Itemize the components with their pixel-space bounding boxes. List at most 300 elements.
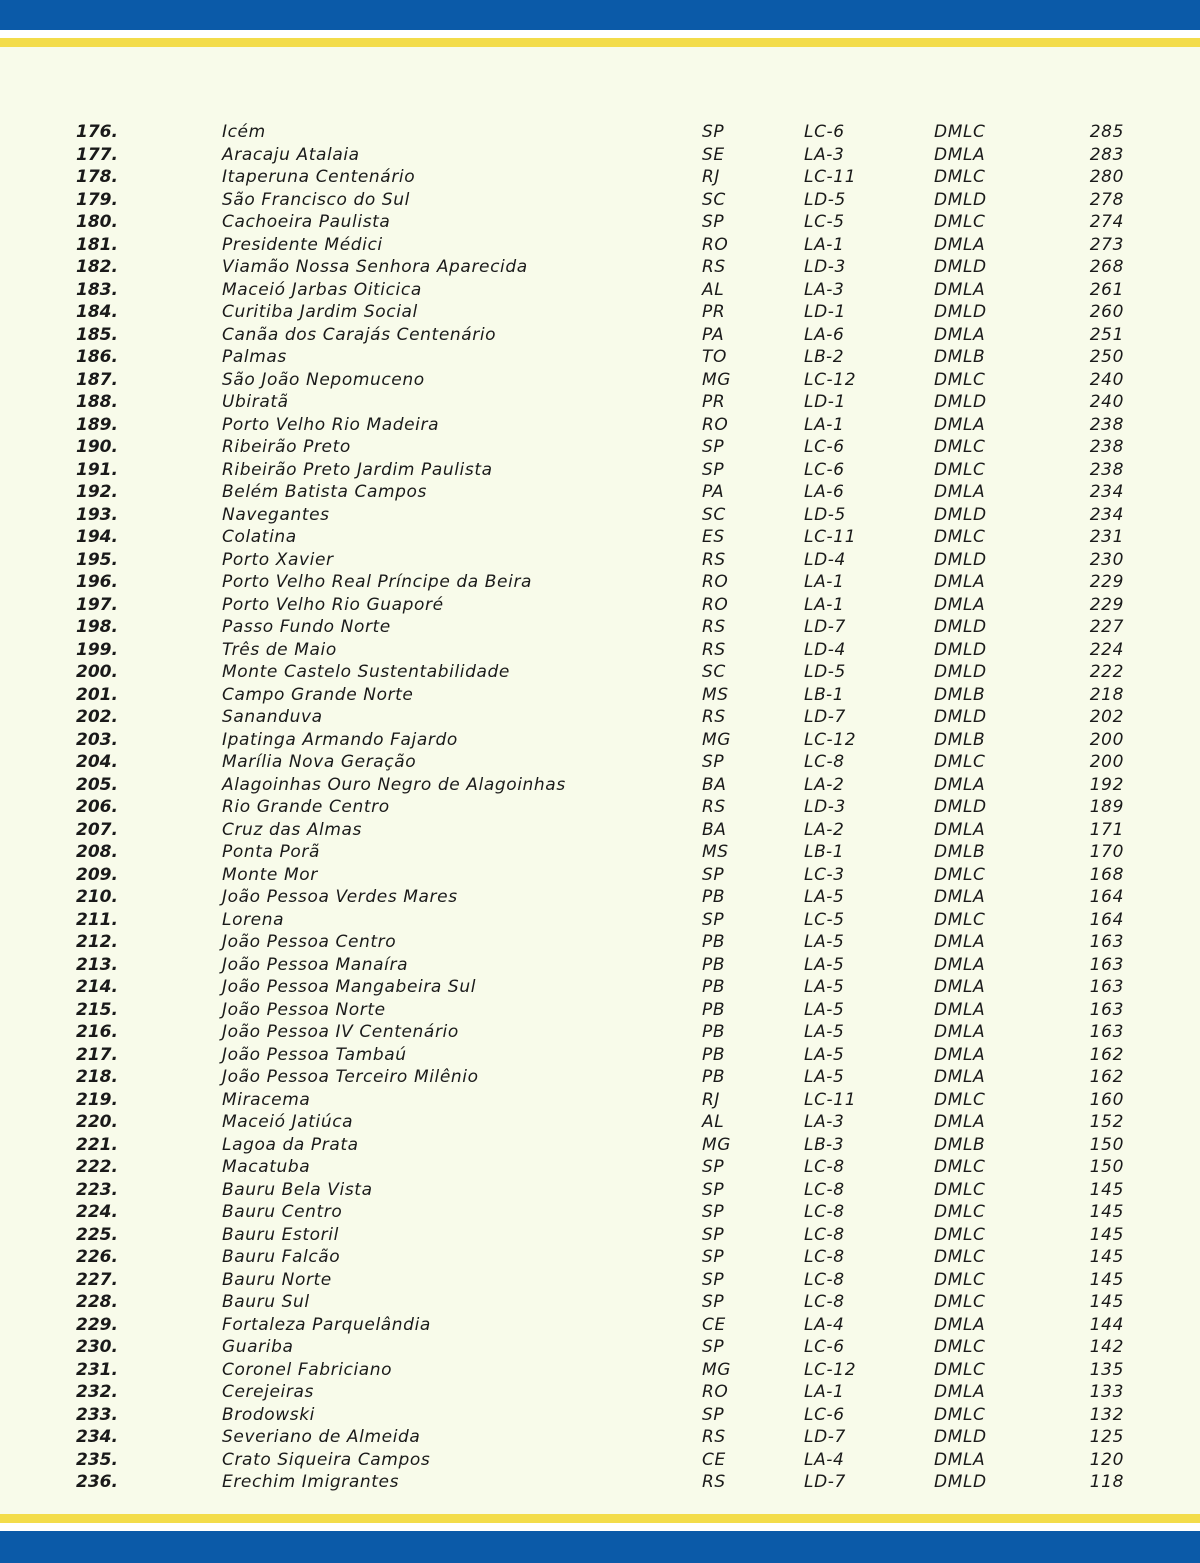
district-code: DMLC: [934, 212, 986, 232]
score-value: 135: [1089, 1359, 1124, 1380]
state-code: MG: [702, 1134, 732, 1155]
region-code: LC-5: [804, 909, 845, 930]
table-row: [0, 706, 1200, 729]
score-value: 273: [1089, 234, 1124, 255]
score-value: 231: [1089, 527, 1124, 547]
score-value: 229: [1089, 572, 1124, 592]
club-name: Monte Castelo Sustentabilidade: [222, 662, 510, 682]
state-code: SP: [702, 437, 725, 457]
district-code: DMLA: [934, 1044, 986, 1065]
club-name: Monte Mor: [222, 864, 318, 885]
district-code: DMLA: [934, 887, 986, 907]
region-code: LB-3: [804, 1134, 845, 1155]
state-code: RJ: [702, 1089, 721, 1110]
district-code: DMLC: [934, 1269, 986, 1290]
score-value: 144: [1089, 1314, 1124, 1335]
state-code: BA: [702, 774, 727, 795]
rank-number: 193.: [76, 504, 118, 525]
region-code: LC-6: [804, 437, 845, 457]
rank-number: 202.: [76, 707, 118, 727]
table-row: [0, 886, 1200, 909]
club-name: Aracaju Atalaia: [222, 144, 360, 165]
score-value: 163: [1089, 954, 1124, 975]
region-code: LC-8: [804, 1202, 845, 1222]
table-row: [0, 1449, 1200, 1472]
state-code: PA: [702, 324, 725, 345]
district-code: DMLD: [934, 707, 987, 727]
district-code: DMLA: [934, 1112, 986, 1132]
score-value: 224: [1089, 639, 1124, 660]
district-code: DMLC: [934, 369, 986, 390]
club-name: Ubiratã: [222, 392, 289, 412]
state-code: CE: [702, 1314, 726, 1335]
district-code: DMLB: [934, 684, 986, 705]
score-value: 120: [1089, 1449, 1124, 1470]
region-code: LC-11: [804, 1089, 857, 1110]
region-code: LA-3: [804, 144, 845, 165]
region-code: LC-11: [804, 527, 857, 547]
table-row: [0, 414, 1200, 437]
district-code: DMLC: [934, 1157, 986, 1177]
rank-number: 224.: [76, 1202, 118, 1222]
rank-number: 188.: [76, 392, 118, 412]
district-code: DMLD: [934, 639, 987, 660]
district-code: DMLA: [934, 279, 986, 300]
district-code: DMLD: [934, 662, 987, 682]
table-row: [0, 1359, 1200, 1382]
state-code: SP: [702, 1179, 725, 1200]
score-value: 202: [1089, 707, 1124, 727]
region-code: LA-1: [804, 414, 845, 435]
rank-number: 179.: [76, 189, 118, 210]
rank-number: 204.: [76, 752, 118, 772]
region-code: LC-8: [804, 1224, 845, 1245]
club-name: Bauru Norte: [222, 1269, 332, 1290]
club-name: Três de Maio: [222, 639, 337, 660]
club-name: Porto Velho Rio Guaporé: [222, 594, 444, 615]
rank-number: 201.: [76, 684, 118, 705]
region-code: LA-5: [804, 1022, 845, 1042]
region-code: LD-7: [804, 707, 846, 727]
score-value: 145: [1089, 1202, 1124, 1222]
state-code: SC: [702, 504, 726, 525]
region-code: LB-1: [804, 842, 845, 862]
district-code: DMLB: [934, 842, 986, 862]
table-row: [0, 481, 1200, 504]
region-code: LC-8: [804, 752, 845, 772]
club-name: Severiano de Almeida: [222, 1427, 421, 1447]
rank-number: 220.: [76, 1112, 118, 1132]
district-code: DMLA: [934, 144, 986, 165]
state-code: SE: [702, 144, 725, 165]
score-value: 238: [1089, 459, 1124, 480]
club-name: Rio Grande Centro: [222, 797, 390, 817]
region-code: LD-4: [804, 549, 846, 570]
state-code: RS: [702, 639, 726, 660]
region-code: LD-3: [804, 257, 846, 277]
club-name: Cachoeira Paulista: [222, 212, 391, 232]
table-row: [0, 999, 1200, 1022]
rank-number: 191.: [76, 459, 118, 480]
rank-number: 217.: [76, 1044, 118, 1065]
region-code: LC-6: [804, 459, 845, 480]
region-code: LA-3: [804, 279, 845, 300]
region-code: LD-7: [804, 617, 846, 637]
rank-number: 189.: [76, 414, 118, 435]
table-row: [0, 301, 1200, 324]
rank-number: 230.: [76, 1337, 118, 1357]
table-row: [0, 774, 1200, 797]
rank-number: 231.: [76, 1359, 118, 1380]
district-code: DMLA: [934, 1314, 986, 1335]
state-code: PB: [702, 932, 726, 952]
district-code: DMLB: [934, 729, 986, 750]
rank-number: 205.: [76, 774, 118, 795]
state-code: RS: [702, 1472, 726, 1492]
table-row: [0, 391, 1200, 414]
club-name: Sananduva: [222, 707, 323, 727]
rank-number: 232.: [76, 1382, 118, 1402]
rank-number: 177.: [76, 144, 118, 165]
club-name: Brodowski: [222, 1404, 315, 1425]
district-code: DMLC: [934, 437, 986, 457]
score-value: 285: [1089, 122, 1124, 142]
club-name: João Pessoa Manaíra: [222, 954, 409, 975]
table-row: [0, 436, 1200, 459]
club-name: Palmas: [222, 347, 287, 367]
rank-number: 233.: [76, 1404, 118, 1425]
club-name: João Pessoa Verdes Mares: [222, 887, 458, 907]
club-name: Lorena: [222, 909, 285, 930]
state-code: PB: [702, 1067, 726, 1087]
rank-number: 221.: [76, 1134, 118, 1155]
table-row: [0, 594, 1200, 617]
club-name: Passo Fundo Norte: [222, 617, 391, 637]
score-value: 164: [1089, 887, 1124, 907]
state-code: MG: [702, 369, 732, 390]
region-code: LC-6: [804, 122, 845, 142]
region-code: LD-1: [804, 302, 846, 322]
score-value: 230: [1089, 549, 1124, 570]
club-name: Ponta Porã: [222, 842, 320, 862]
region-code: LA-1: [804, 1382, 845, 1402]
rank-number: 226.: [76, 1247, 118, 1267]
state-code: SC: [702, 189, 726, 210]
region-code: LA-5: [804, 977, 845, 997]
score-value: 171: [1089, 819, 1124, 840]
district-code: DMLC: [934, 752, 986, 772]
region-code: LA-1: [804, 234, 845, 255]
table-row: [0, 549, 1200, 572]
region-code: LC-12: [804, 729, 857, 750]
rank-number: 223.: [76, 1179, 118, 1200]
region-code: LA-2: [804, 774, 845, 795]
club-name: Macatuba: [222, 1157, 311, 1177]
club-name: Itaperuna Centenário: [222, 167, 416, 187]
top-yellow-stripe: [0, 38, 1200, 47]
score-value: 238: [1089, 414, 1124, 435]
district-code: DMLC: [934, 122, 986, 142]
score-value: 163: [1089, 1022, 1124, 1042]
club-name: Maceió Jarbas Oiticica: [222, 279, 422, 300]
state-code: SP: [702, 1224, 725, 1245]
table-row: [0, 234, 1200, 257]
district-code: DMLC: [934, 1179, 986, 1200]
table-row: [0, 729, 1200, 752]
region-code: LC-8: [804, 1247, 845, 1267]
club-name: Coronel Fabriciano: [222, 1359, 393, 1380]
table-row: [0, 166, 1200, 189]
state-code: SP: [702, 1157, 725, 1177]
state-code: SP: [702, 1202, 725, 1222]
club-name: João Pessoa IV Centenário: [222, 1022, 459, 1042]
club-name: João Pessoa Tambaú: [222, 1044, 407, 1065]
district-code: DMLC: [934, 1202, 986, 1222]
club-name: Fortaleza Parquelândia: [222, 1314, 431, 1335]
region-code: LC-8: [804, 1292, 845, 1312]
district-code: DMLA: [934, 234, 986, 255]
rank-number: 214.: [76, 977, 118, 997]
district-code: DMLC: [934, 864, 986, 885]
state-code: RS: [702, 617, 726, 637]
rank-number: 234.: [76, 1427, 118, 1447]
club-name: Miracema: [222, 1089, 311, 1110]
club-name: Bauru Bela Vista: [222, 1179, 373, 1200]
rank-number: 187.: [76, 369, 118, 390]
bottom-yellow-stripe: [0, 1514, 1200, 1523]
state-code: CE: [702, 1449, 726, 1470]
club-name: Erechim Imigrantes: [222, 1472, 400, 1492]
score-value: 145: [1089, 1269, 1124, 1290]
club-name: Alagoinhas Ouro Negro de Alagoinhas: [222, 774, 566, 795]
state-code: BA: [702, 819, 727, 840]
score-value: 200: [1089, 729, 1124, 750]
table-row: [0, 279, 1200, 302]
district-code: DMLD: [934, 392, 987, 412]
rank-number: 178.: [76, 167, 118, 187]
rank-number: 218.: [76, 1067, 118, 1087]
district-code: DMLD: [934, 302, 987, 322]
rank-number: 181.: [76, 234, 118, 255]
rank-number: 227.: [76, 1269, 118, 1290]
rank-number: 236.: [76, 1472, 118, 1492]
district-code: DMLA: [934, 774, 986, 795]
club-name: Ribeirão Preto Jardim Paulista: [222, 459, 493, 480]
score-value: 152: [1089, 1112, 1124, 1132]
table-row: [0, 819, 1200, 842]
state-code: RS: [702, 257, 726, 277]
club-name: Cruz das Almas: [222, 819, 363, 840]
region-code: LC-8: [804, 1269, 845, 1290]
table-row: [0, 909, 1200, 932]
state-code: SP: [702, 752, 725, 772]
table-row: [0, 1111, 1200, 1134]
district-code: DMLC: [934, 909, 986, 930]
club-name: Marília Nova Geração: [222, 752, 417, 772]
score-value: 261: [1089, 279, 1124, 300]
score-value: 234: [1089, 504, 1124, 525]
table-row: [0, 324, 1200, 347]
state-code: SP: [702, 1247, 725, 1267]
state-code: SP: [702, 122, 725, 142]
district-code: DMLC: [934, 167, 986, 187]
rank-number: 208.: [76, 842, 118, 862]
district-code: DMLB: [934, 347, 986, 367]
score-value: 222: [1089, 662, 1124, 682]
district-code: DMLA: [934, 977, 986, 997]
club-name: Canãa dos Carajás Centenário: [222, 324, 497, 345]
score-value: 240: [1089, 369, 1124, 390]
rank-number: 192.: [76, 482, 118, 502]
state-code: RO: [702, 594, 729, 615]
rank-number: 197.: [76, 594, 118, 615]
club-name: Porto Velho Real Príncipe da Beira: [222, 572, 533, 592]
table-row: [0, 121, 1200, 144]
rank-number: 235.: [76, 1449, 118, 1470]
region-code: LA-4: [804, 1314, 845, 1335]
state-code: PB: [702, 999, 726, 1020]
region-code: LA-2: [804, 819, 845, 840]
table-row: [0, 931, 1200, 954]
table-row: [0, 1269, 1200, 1292]
table-row: [0, 144, 1200, 167]
region-code: LC-8: [804, 1179, 845, 1200]
table-row: [0, 504, 1200, 527]
table-row: [0, 1404, 1200, 1427]
rank-number: 182.: [76, 257, 118, 277]
score-value: 163: [1089, 977, 1124, 997]
score-value: 189: [1089, 797, 1124, 817]
club-name: Viamão Nossa Senhora Aparecida: [222, 257, 528, 277]
rank-number: 225.: [76, 1224, 118, 1245]
region-code: LC-8: [804, 1157, 845, 1177]
score-value: 145: [1089, 1247, 1124, 1267]
state-code: RS: [702, 1427, 726, 1447]
district-code: DMLC: [934, 1247, 986, 1267]
table-row: [0, 751, 1200, 774]
region-code: LB-2: [804, 347, 845, 367]
score-value: 218: [1089, 684, 1124, 705]
rank-number: 190.: [76, 437, 118, 457]
rank-number: 219.: [76, 1089, 118, 1110]
region-code: LA-6: [804, 482, 845, 502]
district-code: DMLA: [934, 414, 986, 435]
rank-number: 185.: [76, 324, 118, 345]
rank-number: 222.: [76, 1157, 118, 1177]
state-code: MG: [702, 729, 732, 750]
rank-number: 199.: [76, 639, 118, 660]
table-row: [0, 1291, 1200, 1314]
score-value: 164: [1089, 909, 1124, 930]
table-row: [0, 346, 1200, 369]
club-name: Bauru Centro: [222, 1202, 343, 1222]
region-code: LA-5: [804, 887, 845, 907]
state-code: MG: [702, 1359, 732, 1380]
score-value: 163: [1089, 999, 1124, 1020]
bottom-white-stripe: [0, 1523, 1200, 1531]
table-row: [0, 661, 1200, 684]
score-value: 168: [1089, 864, 1124, 885]
table-row: [0, 639, 1200, 662]
table-row: [0, 369, 1200, 392]
table-row: [0, 1201, 1200, 1224]
state-code: SC: [702, 662, 726, 682]
club-name: Ipatinga Armando Fajardo: [222, 729, 458, 750]
bottom-blue-stripe: [0, 1531, 1200, 1563]
score-value: 150: [1089, 1134, 1124, 1155]
score-value: 118: [1089, 1472, 1124, 1492]
score-value: 268: [1089, 257, 1124, 277]
rank-number: 229.: [76, 1314, 118, 1335]
top-white-stripe: [0, 30, 1200, 38]
club-name: Porto Velho Rio Madeira: [222, 414, 440, 435]
table-row: [0, 1246, 1200, 1269]
region-code: LD-1: [804, 392, 846, 412]
score-value: 133: [1089, 1382, 1124, 1402]
region-code: LD-5: [804, 504, 846, 525]
district-code: DMLD: [934, 1472, 987, 1492]
district-code: DMLD: [934, 1427, 987, 1447]
state-code: SP: [702, 459, 725, 480]
club-name: Bauru Sul: [222, 1292, 310, 1312]
state-code: PR: [702, 392, 726, 412]
region-code: LA-5: [804, 954, 845, 975]
table-row: [0, 1314, 1200, 1337]
district-code: DMLD: [934, 549, 987, 570]
table-row: [0, 684, 1200, 707]
rank-number: 215.: [76, 999, 118, 1020]
state-code: PB: [702, 1022, 726, 1042]
table-row: [0, 1224, 1200, 1247]
table-row: [0, 1044, 1200, 1067]
region-code: LD-5: [804, 662, 846, 682]
score-value: 145: [1089, 1179, 1124, 1200]
club-name: Maceió Jatiúca: [222, 1112, 354, 1132]
district-code: DMLC: [934, 1404, 986, 1425]
table-row: [0, 1066, 1200, 1089]
table-row: [0, 841, 1200, 864]
state-code: SP: [702, 1269, 725, 1290]
region-code: LD-7: [804, 1472, 846, 1492]
region-code: LA-6: [804, 324, 845, 345]
region-code: LB-1: [804, 684, 845, 705]
club-name: Cerejeiras: [222, 1382, 314, 1402]
table-row: [0, 459, 1200, 482]
score-value: 278: [1089, 189, 1124, 210]
rank-number: 183.: [76, 279, 118, 300]
district-code: DMLA: [934, 932, 986, 952]
state-code: SP: [702, 909, 725, 930]
district-code: DMLA: [934, 954, 986, 975]
table-row: [0, 864, 1200, 887]
score-value: 260: [1089, 302, 1124, 322]
score-value: 234: [1089, 482, 1124, 502]
score-value: 229: [1089, 594, 1124, 615]
score-value: 162: [1089, 1067, 1124, 1087]
state-code: MS: [702, 684, 729, 705]
table-row: [0, 1089, 1200, 1112]
district-code: DMLD: [934, 617, 987, 637]
district-code: DMLB: [934, 1134, 986, 1155]
club-name: São João Nepomuceno: [222, 369, 425, 390]
table-row: [0, 976, 1200, 999]
region-code: LC-6: [804, 1404, 845, 1425]
rank-number: 194.: [76, 527, 118, 547]
state-code: PB: [702, 1044, 726, 1065]
state-code: SP: [702, 1337, 725, 1357]
district-code: DMLA: [934, 1067, 986, 1087]
score-value: 238: [1089, 437, 1124, 457]
